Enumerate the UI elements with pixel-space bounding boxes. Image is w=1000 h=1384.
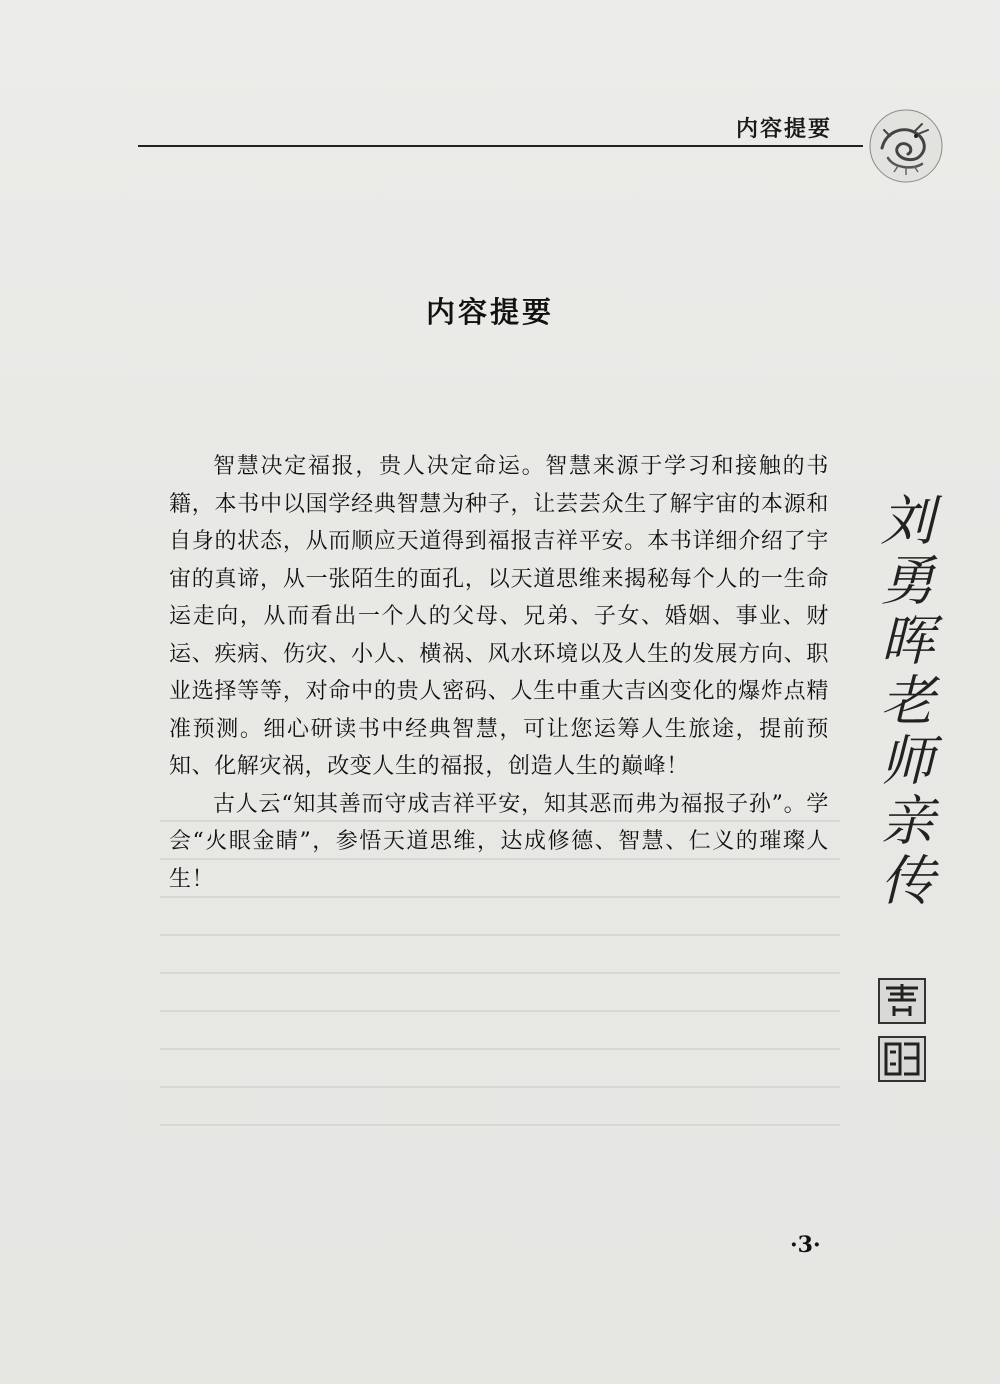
- page-title: 内容提要: [425, 295, 554, 329]
- seal-stamp-icon: [878, 1036, 926, 1082]
- summary-paragraph-1: 智慧决定福报，贵人决定命运。智慧来源于学习和接触的书籍，本书中以国学经典智慧为种子，让芸芸众生了解宇宙的本源和自身的状态，从而顺应天道得到福报吉祥平安。本书详细介绍了宇宙的真谛，从一张陌生的面孔，以天道思维来揭秘每个人的一生命运走向，从而看出一个人的父母、兄弟、子女、婚姻、事业、财运、疾病、伤灾、小人、横祸、风水环境以及人生的发展方向、职业选择等等，对命中的贵人密码、人生中重大吉凶变化的爆炸点精准预测。细心研读书中经典智慧，可让您运筹人生旅途，提前预知、化解灾祸，改变人生的福报，创造人生的巅峰！: [169, 454, 829, 779]
- author-calligraphy: 刘勇晖老师亲传: [872, 492, 935, 912]
- page-number: ·3·: [790, 1232, 821, 1258]
- seal-stamp-icon: [878, 978, 926, 1024]
- summary-body: [169, 448, 829, 898]
- header-rule: [138, 145, 863, 147]
- running-header-title: 内容提要: [736, 116, 833, 142]
- dragon-emblem-icon: [868, 108, 944, 184]
- summary-paragraph-2: 古人云“知其善而守成吉祥平安，知其恶而弗为福报子孙”。学会“火眼金睛”，参悟天道思维，达成修德、智慧、仁义的璀璨人生！: [169, 791, 829, 892]
